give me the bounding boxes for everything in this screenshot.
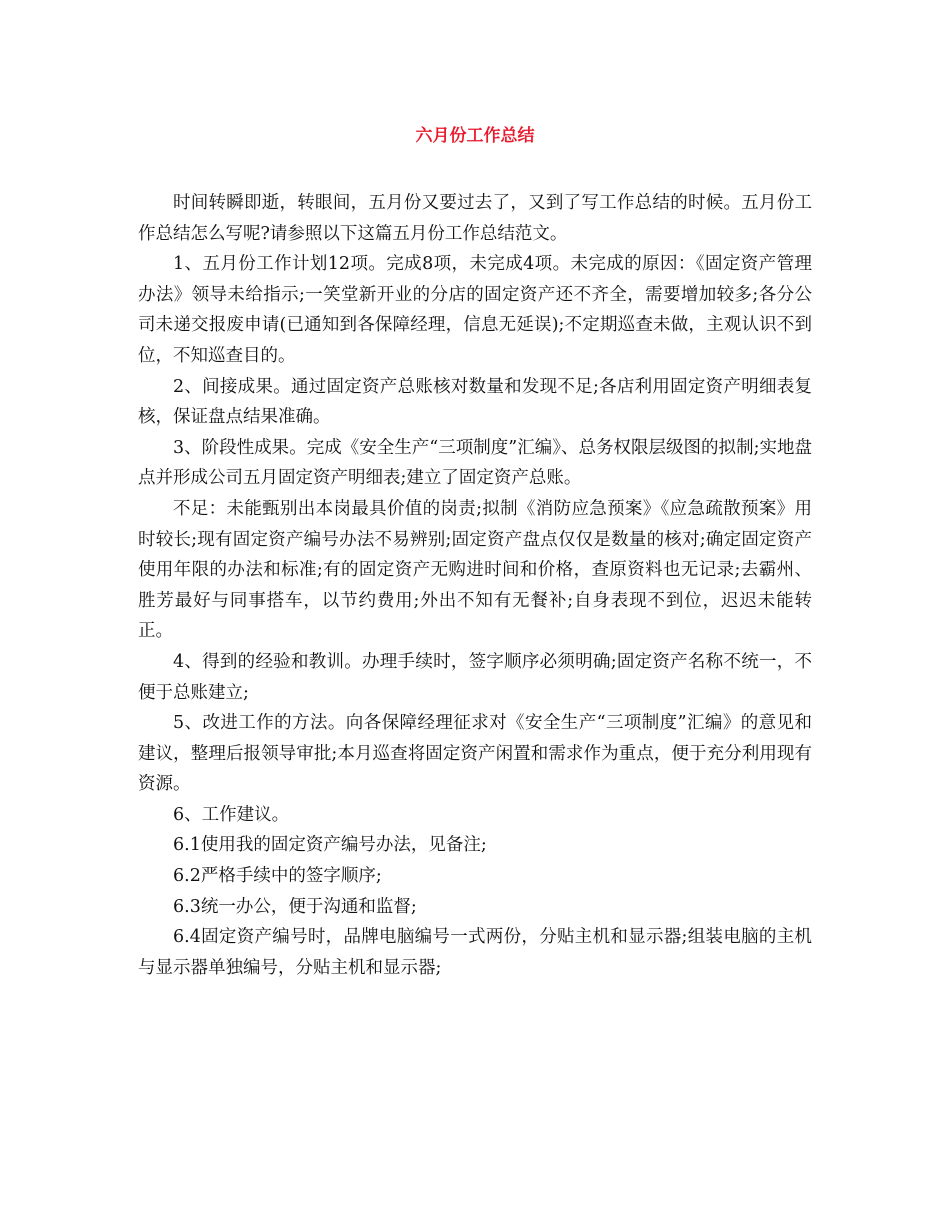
paragraph-shortcomings: 不足：未能甄别出本岗最具价值的岗责;拟制《消防应急预案》《应急疏散预案》用时较长;现有固定资产编号办法不易辨别;固定资产盘点仅仅是数量的核对;确定固定资产使用年限的办法和标准;有的固定资产无购进时间和价格，查原资料也无记录;去霸州、胜芳最好与同事搭车，以节约费用;外出不知有无餐补;自身表现不到位，迟迟未能转正。 <box>138 498 812 642</box>
paragraph-plan-status: 1、五月份工作计划12项。完成8项，未完成4项。未完成的原因：《固定资产管理办法》领导未给指示;一笑堂新开业的分店的固定资产还不齐全，需要增加较多;各分公司未递交报废申请(已通知到各保障经理，信息无延误);不定期巡查未做，主观认识不到位，不知巡查目的。 <box>138 254 812 366</box>
paragraph-indirect-results: 2、间接成果。通过固定资产总账核对数量和发现不足;各店利用固定资产明细表复核，保证盘点结果准确。 <box>138 376 812 428</box>
paragraph-phase-results: 3、阶段性成果。完成《安全生产“三项制度”汇编》、总务权限层级图的拟制;实地盘点并形成公司五月固定资产明细表;建立了固定资产总账。 <box>138 437 812 489</box>
paragraph-lessons: 4、得到的经验和教训。办理手续时，签字顺序必须明确;固定资产名称不统一，不便于总账建立; <box>138 651 812 703</box>
paragraph-suggestion-6-4: 6.4固定资产编号时，品牌电脑编号一式两份，分贴主机和显示器;组装电脑的主机与显示器单独编号，分贴主机和显示器; <box>138 927 812 978</box>
paragraph-intro: 时间转瞬即逝，转眼间，五月份又要过去了，又到了写工作总结的时候。五月份工作总结怎么写呢?请参照以下这篇五月份工作总结范文。 <box>138 193 812 244</box>
paragraph-suggestion-6-2: 6.2严格手续中的签字顺序; <box>173 866 382 887</box>
paragraph-improvements: 5、改进工作的方法。向各保障经理征求对《安全生产“三项制度”汇编》的意见和建议，整理后报领导审批;本月巡查将固定资产闲置和需求作为重点，便于充分利用现有资源。 <box>138 713 812 795</box>
paragraph-suggestions-heading: 6、工作建议。 <box>173 804 290 825</box>
document-body <box>138 188 812 983</box>
document-title: 六月份工作总结 <box>415 126 535 146</box>
paragraph-suggestion-6-3: 6.3统一办公，便于沟通和监督; <box>173 896 417 917</box>
paragraph-suggestion-6-1: 6.1使用我的固定资产编号办法，见备注; <box>173 835 487 856</box>
